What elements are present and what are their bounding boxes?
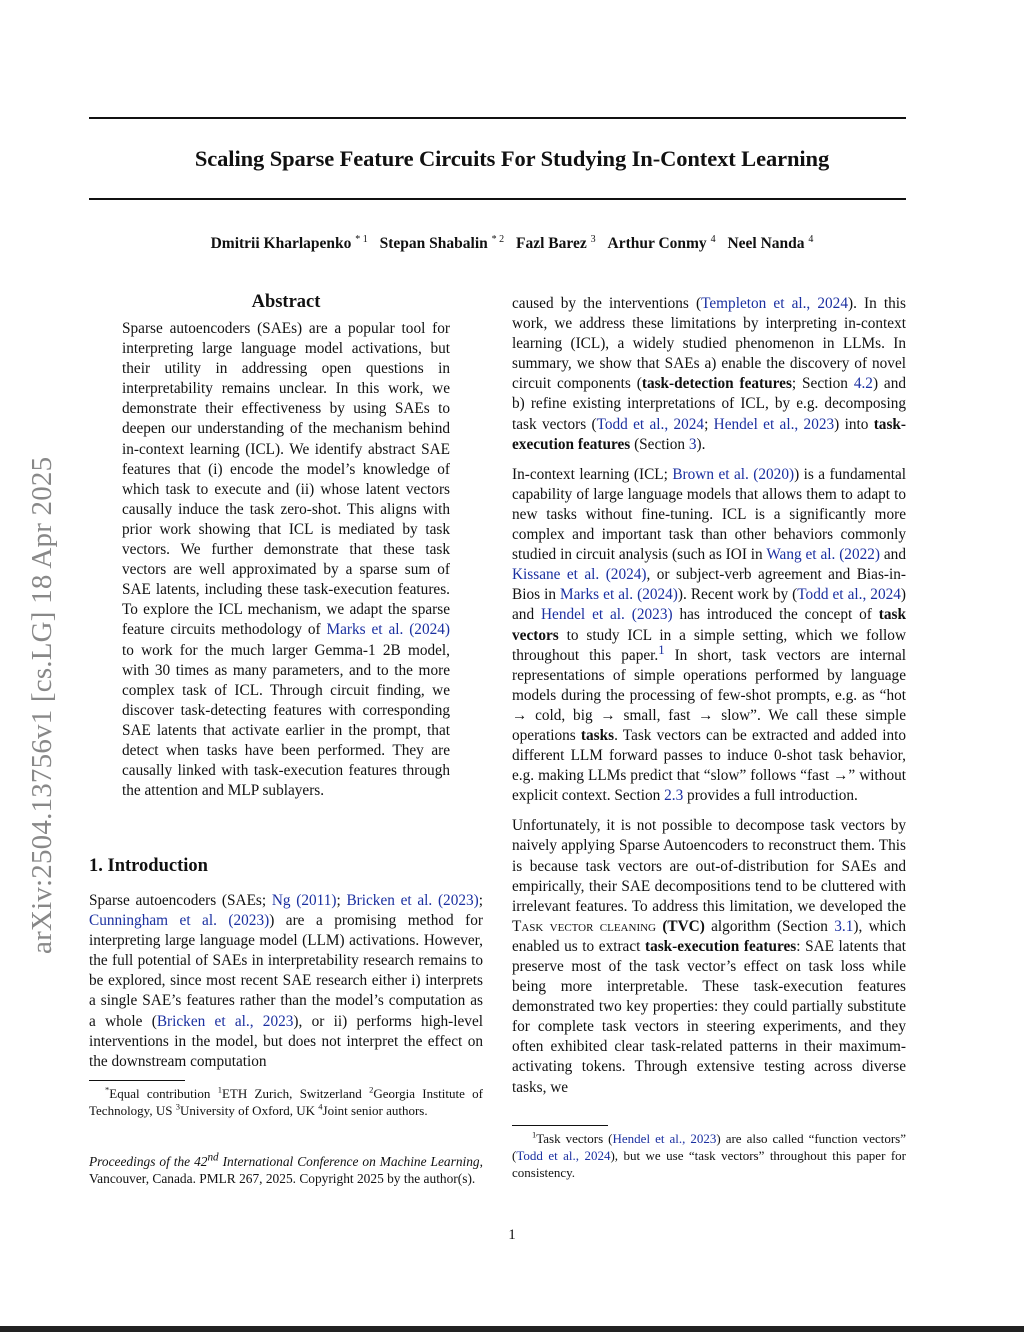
citation-link[interactable]: Hendel et al., 2023 <box>612 1131 717 1146</box>
author-list <box>0 235 1024 253</box>
paragraph: caused by the interventions (Templeton et al., 2024). In this work, we address these limitations by interpreting in-context learning (ICL), a widely studied phenomenon in LLMs. In summary, we show that SAEs a) enable the discovery of novel circuit components (task-detection features; Section 4.2) and b) refine existing interpretations of ICL, by e.g. decomposing task vectors (Todd et al., 2024; Hendel et al., 2023) into task-execution features (Section 3). <box>512 295 906 453</box>
author: Arthur Conmy $^4$ <box>607 233 716 252</box>
citation-link[interactable]: Templeton et al., 2024 <box>701 295 848 312</box>
citation-link[interactable]: Bricken et al., 2023 <box>156 1012 294 1030</box>
citation-link[interactable]: Wang et al. (2022) <box>766 546 880 564</box>
footnote-rule <box>89 1080 185 1081</box>
page-number: 1 <box>508 1227 516 1243</box>
author: Stepan Shabalin $^{* 2}$ <box>379 233 505 252</box>
author: Neel Nanda $^4$ <box>727 233 814 252</box>
title-rule <box>89 198 906 200</box>
citation-link[interactable]: Hendel et al., 2023 <box>713 415 835 433</box>
paper-title: Scaling Sparse Feature Circuits For Studying In-Context Learning <box>194 146 830 171</box>
section-link[interactable]: 4.2 <box>853 375 873 393</box>
citation-link[interactable]: Marks et al. (2024) <box>560 586 678 604</box>
citation-link[interactable]: Brown et al. (2020) <box>672 465 795 483</box>
section-link[interactable]: 3 <box>688 435 697 453</box>
right-column-body <box>512 294 906 1098</box>
paragraph: Unfortunately, it is not possible to decompose task vectors by naively applying Sparse Autoencoders to reconstruct them. This is because task vectors are out-of-distribution for SAEs and empirically, their SAE decompositions tend to be cluttered with irrelevant features. To address this limitation, we developed the Task vector cleaning (TVC) algorithm (Section 3.1), which enabled us to extract task-execution features: SAE latents that preserve most of the task vector’s effect on task loss while being more interpretable. These task-execution features demonstrated two key properties: they could partially substitute for complete task vectors in steering experiments, and they often exhibited clear task-related patterns in their maximum-activating tokens. Through extensive testing across diverse tasks, we <box>512 817 906 1096</box>
section-link[interactable]: 2.3 <box>664 787 684 805</box>
author: Dmitrii Kharlapenko $^{* 1}$ <box>210 233 368 252</box>
citation-link[interactable]: Marks et al. (2024) <box>326 621 450 639</box>
citation-link[interactable]: Ng (2011) <box>271 892 337 909</box>
top-rule <box>89 117 906 119</box>
citation-link[interactable]: Bricken et al. (2023) <box>346 892 479 909</box>
task-vector-footnote: $^1$Task vectors (Hendel et al., 2023) are also called “function vectors” (Todd et al., 2024), but we use “task vectors” throughout this paper for consistency. <box>512 1129 907 1180</box>
footnote-rule <box>512 1125 608 1126</box>
citation-link[interactable]: Todd et al., 2024 <box>516 1148 611 1163</box>
arxiv-identifier: arXiv:2504.13756v1 [cs.LG] 18 Apr 2025 <box>26 456 58 954</box>
abstract-heading: Abstract <box>251 292 321 312</box>
affiliations-footnote: *Equal contribution $^1$ETH Zurich, Switzerland $^2$Georgia Institute of Technology, US $^3$University of Oxford, UK $^4$Joint senior authors. <box>89 1084 483 1118</box>
footnote-marker[interactable]: 1 <box>658 642 665 657</box>
citation-link[interactable]: Todd et al., 2024 <box>797 586 901 604</box>
citation-link[interactable]: Cunningham et al. (2023) <box>89 912 270 930</box>
proceedings-notice: Proceedings of the 42nd International Conference on Machine Learning, Vancouver, Canada. PMLR 267, 2025. Copyright 2025 by the author(s). <box>89 1151 483 1186</box>
abstract-body: Sparse autoencoders (SAEs) are a popular tool for interpreting large language model activations, but their utility in addressing open questions in interpretability remains unclear. In this work, we demonstrate their effectiveness by using SAEs to deepen our understanding of the mechanism behind in-context learning (ICL). We identify abstract SAE features that (i) encode the model’s knowledge of which task to execute and (ii) whose latent vectors causally induce the task zero-shot. This aligns with prior work showing that ICL is mediated by task vectors. We further demonstrate that these task vectors are well approximated by a sparse sum of SAE latents, including these task-execution features. To explore the ICL mechanism, we adapt the sparse feature circuits methodology of Marks et al. (2024) to work for the much larger Gemma-1 2B model, with 30 times as many parameters, and to the more complex task of ICL. Through circuit finding, we discover task-detecting features with corresponding SAE latents that activate earlier in the prompt, that detect when tasks have been performed. They are causally linked with task-execution features through the attention and MLP sublayers. <box>122 320 450 800</box>
viewer-bottom-bar <box>0 1326 1024 1332</box>
introduction-body: Sparse autoencoders (SAEs; Ng (2011); Bricken et al. (2023); Cunningham et al. (2023)) are a promising method for interpreting large language model (LLM) activations. However, the full potential of SAEs in interpretability research remains to be explored, since most recent SAE research either i) interprets a single SAE’s features rather than the model’s computation as a whole (Bricken et al., 2023), or ii) performs high-level interventions in the model, but does not interpret the effect on the downstream computation <box>89 892 483 1070</box>
paragraph: In-context learning (ICL; Brown et al. (2020)) is a fundamental capability of large language models that allows them to adapt to new tasks without fine-tuning. ICL is a significantly more complex and important task than other behaviors commonly studied in circuit analysis (such as IOI in Wang et al. (2022) and Kissane et al. (2024), or subject-verb agreement and Bias-in-Bios in Marks et al. (2024)). Recent work by (Todd et al., 2024) and Hendel et al. (2023) has introduced the concept of task vectors to study ICL in a simple setting, which we follow throughout this paper.$^1$ In short, task vectors are internal representations of simple operations performed by language models during the processing of few-shot prompts, e.g. as “hot → cold, big → small, fast → slow”. We call these simple operations tasks. Task vectors can be extracted and added into different LLM forward passes to induce 0-shot task behavior, e.g. making LLMs predict that “slow” follows “fast →” without explicit context. Section 2.3 provides a full introduction. <box>512 465 907 805</box>
section-link[interactable]: 3.1 <box>834 917 854 935</box>
section-heading-introduction: 1. Introduction <box>89 856 208 876</box>
citation-link[interactable]: Hendel et al. (2023) <box>541 606 673 624</box>
citation-link[interactable]: Todd et al., 2024 <box>596 415 705 433</box>
citation-link[interactable]: Kissane et al. (2024) <box>512 566 647 584</box>
author: Fazl Barez $^3$ <box>516 233 596 252</box>
